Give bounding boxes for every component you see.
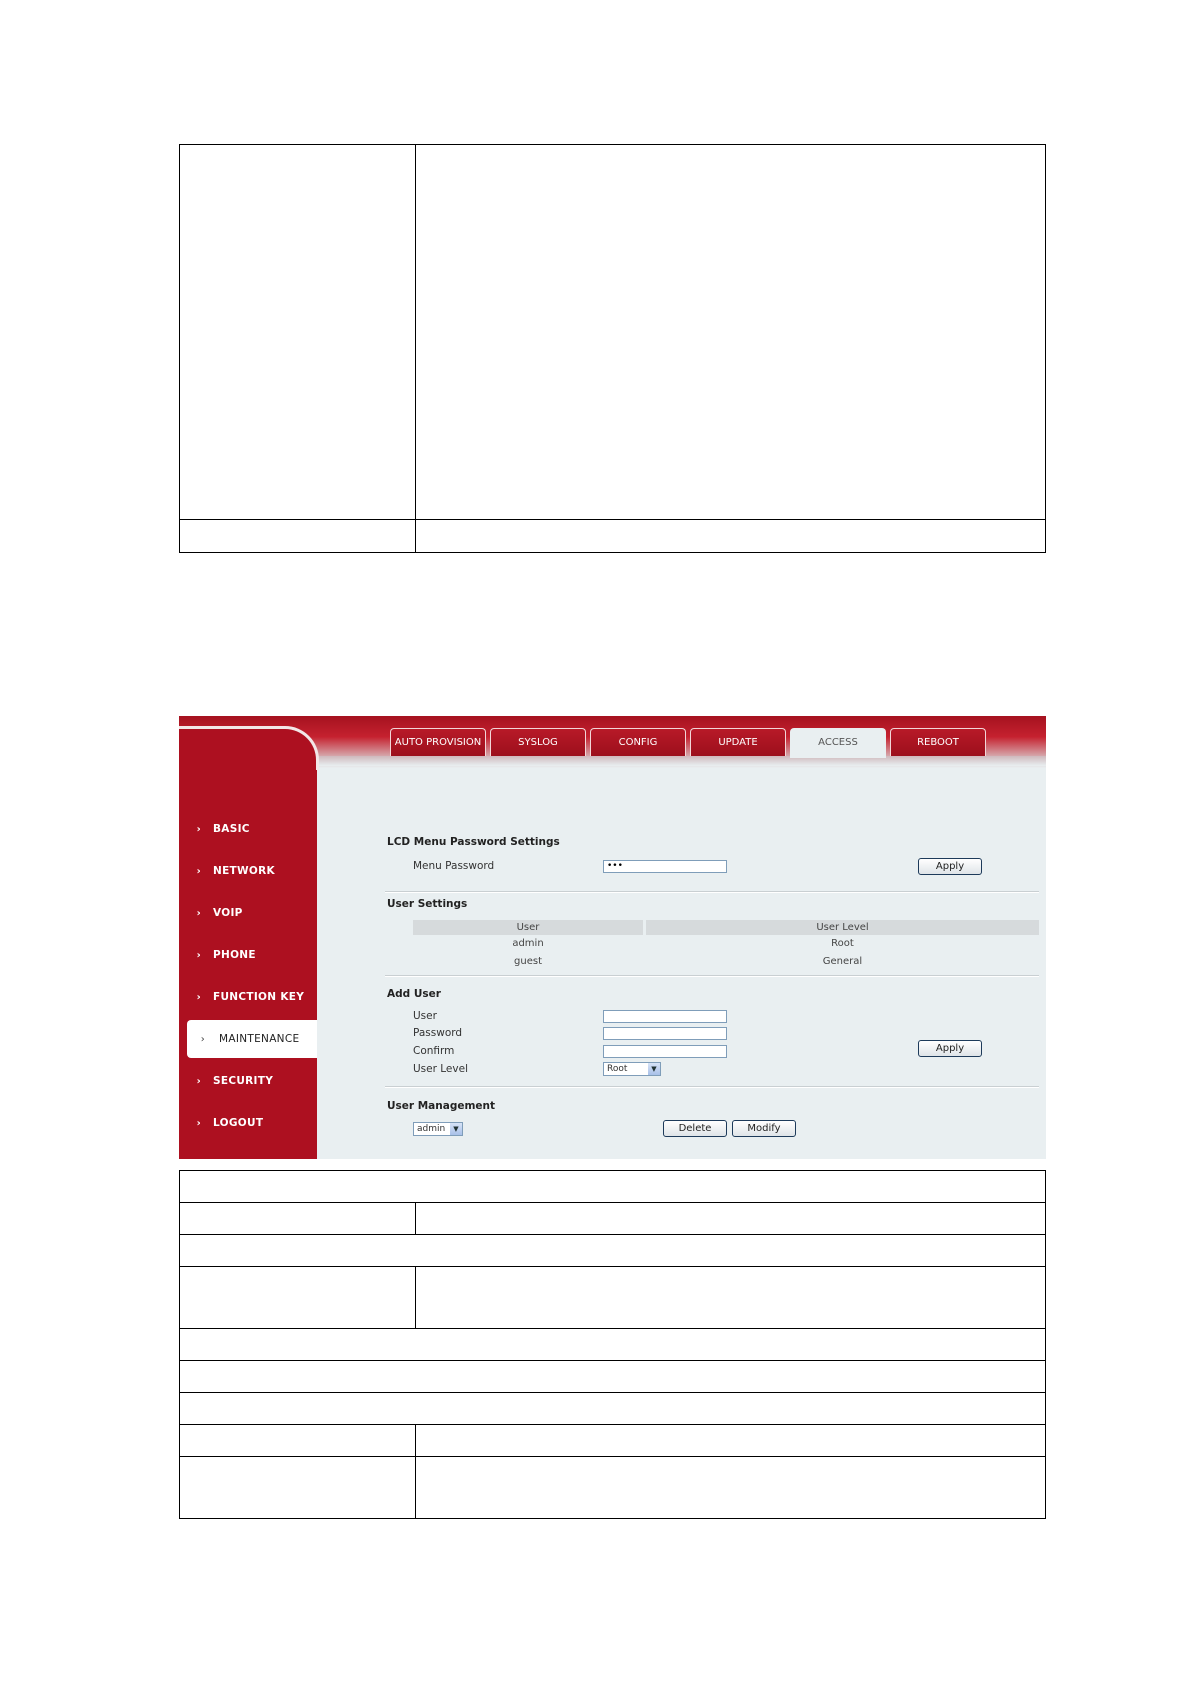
table-row (180, 1235, 1046, 1267)
chevron-right-icon: › (196, 991, 201, 1003)
user-level-select[interactable] (603, 1062, 661, 1076)
table-cell (180, 1457, 416, 1519)
table-cell (416, 1267, 1046, 1329)
add-user-confirm-field[interactable] (603, 1045, 727, 1058)
table-row (180, 1267, 1046, 1329)
table-cell (180, 520, 416, 553)
table-cell (180, 1425, 416, 1457)
table-cell (416, 1425, 1046, 1457)
tab-auto-provision[interactable]: AUTO PROVISION (390, 728, 486, 756)
add-user-password-field[interactable] (603, 1027, 727, 1040)
chevron-right-icon: › (200, 1033, 205, 1045)
chevron-right-icon: › (196, 949, 201, 961)
add-user-confirm-label: Confirm (413, 1045, 455, 1057)
tab-reboot[interactable]: REBOOT (890, 728, 986, 756)
sidebar-item-function-key[interactable] (179, 978, 317, 1016)
table-cell-user: admin (512, 938, 544, 949)
sidebar-item-network[interactable] (179, 852, 317, 890)
delete-button[interactable]: Delete (663, 1120, 727, 1137)
modify-button[interactable]: Modify (732, 1120, 796, 1137)
tab-syslog[interactable]: SYSLOG (490, 728, 586, 756)
section-divider (385, 975, 1039, 977)
table-cell-user-level: General (822, 956, 863, 967)
table-row (180, 520, 1046, 553)
top-document-table (179, 144, 1046, 553)
sidebar-item-label: SECURITY (213, 1075, 274, 1087)
add-user-password-label: Password (413, 1027, 463, 1039)
table-cell-user: guest (514, 956, 542, 967)
table-cell-user-level: Root (831, 938, 854, 949)
table-row (180, 1203, 1046, 1235)
column-header-user-level: User Level (646, 920, 1039, 935)
sidebar-item-label: MAINTENANCE (219, 1033, 300, 1045)
add-user-heading: Add User (387, 988, 441, 1000)
sidebar-item-security[interactable] (179, 1062, 317, 1100)
chevron-right-icon: › (196, 823, 201, 835)
chevron-right-icon: › (196, 1075, 201, 1087)
table-cell (180, 1171, 1046, 1203)
sidebar-item-label: NETWORK (213, 865, 275, 877)
add-user-level-label: User Level (413, 1063, 468, 1075)
table-row (180, 1329, 1046, 1361)
table-cell (180, 1329, 1046, 1361)
section-divider (385, 891, 1039, 893)
add-user-user-label: User (413, 1010, 437, 1022)
column-header-user: User (413, 920, 643, 935)
table-cell (180, 1235, 1046, 1267)
table-row (180, 1393, 1046, 1425)
sidebar-top-curve (179, 726, 319, 770)
tab-update[interactable]: UPDATE (690, 728, 786, 756)
table-row (180, 1457, 1046, 1519)
chevron-right-icon: › (196, 907, 201, 919)
table-row (180, 1361, 1046, 1393)
table-cell (416, 145, 1046, 520)
sidebar-item-logout[interactable] (179, 1104, 317, 1142)
lcd-apply-button[interactable]: Apply (918, 858, 982, 875)
section-divider (385, 1086, 1039, 1088)
table-cell (416, 1457, 1046, 1519)
chevron-down-icon[interactable]: ▼ (450, 1123, 462, 1135)
tab-config[interactable]: CONFIG (590, 728, 686, 756)
sidebar-item-label: VOIP (213, 907, 243, 919)
user-settings-heading: User Settings (387, 898, 468, 910)
sidebar-item-label: PHONE (213, 949, 256, 961)
table-cell (180, 1393, 1046, 1425)
sidebar-item-maintenance[interactable] (187, 1020, 317, 1058)
table-cell (180, 145, 416, 520)
add-user-apply-button[interactable]: Apply (918, 1040, 982, 1057)
sidebar-item-phone[interactable] (179, 936, 317, 974)
tab-access[interactable]: ACCESS (790, 728, 886, 758)
sidebar-item-voip[interactable] (179, 894, 317, 932)
table-cell (180, 1361, 1046, 1393)
chevron-right-icon: › (196, 865, 201, 877)
user-management-select[interactable] (413, 1122, 463, 1136)
table-cell (416, 520, 1046, 553)
chevron-down-icon[interactable]: ▼ (648, 1063, 660, 1075)
sidebar-item-basic[interactable] (179, 810, 317, 848)
menu-password-label: Menu Password (413, 860, 495, 872)
user-management-select-value: admin (417, 1124, 446, 1134)
phone-web-ui-screenshot (179, 716, 1046, 1159)
chevron-right-icon: › (196, 1117, 201, 1129)
table-cell (180, 1203, 416, 1235)
sidebar-item-label: FUNCTION KEY (213, 991, 305, 1003)
table-cell (180, 1267, 416, 1329)
add-user-user-field[interactable] (603, 1010, 727, 1023)
sidebar-item-label: LOGOUT (213, 1117, 264, 1129)
table-row (180, 1171, 1046, 1203)
table-row (180, 145, 1046, 520)
table-row (180, 1425, 1046, 1457)
table-cell (416, 1203, 1046, 1235)
menu-password-field[interactable]: ••• (603, 860, 727, 873)
lcd-password-heading: LCD Menu Password Settings (387, 836, 560, 848)
user-level-select-value: Root (607, 1064, 628, 1074)
bottom-document-table (179, 1170, 1046, 1519)
sidebar-item-label: BASIC (213, 823, 250, 835)
user-management-heading: User Management (387, 1100, 496, 1112)
ui-header-band (315, 756, 1046, 766)
